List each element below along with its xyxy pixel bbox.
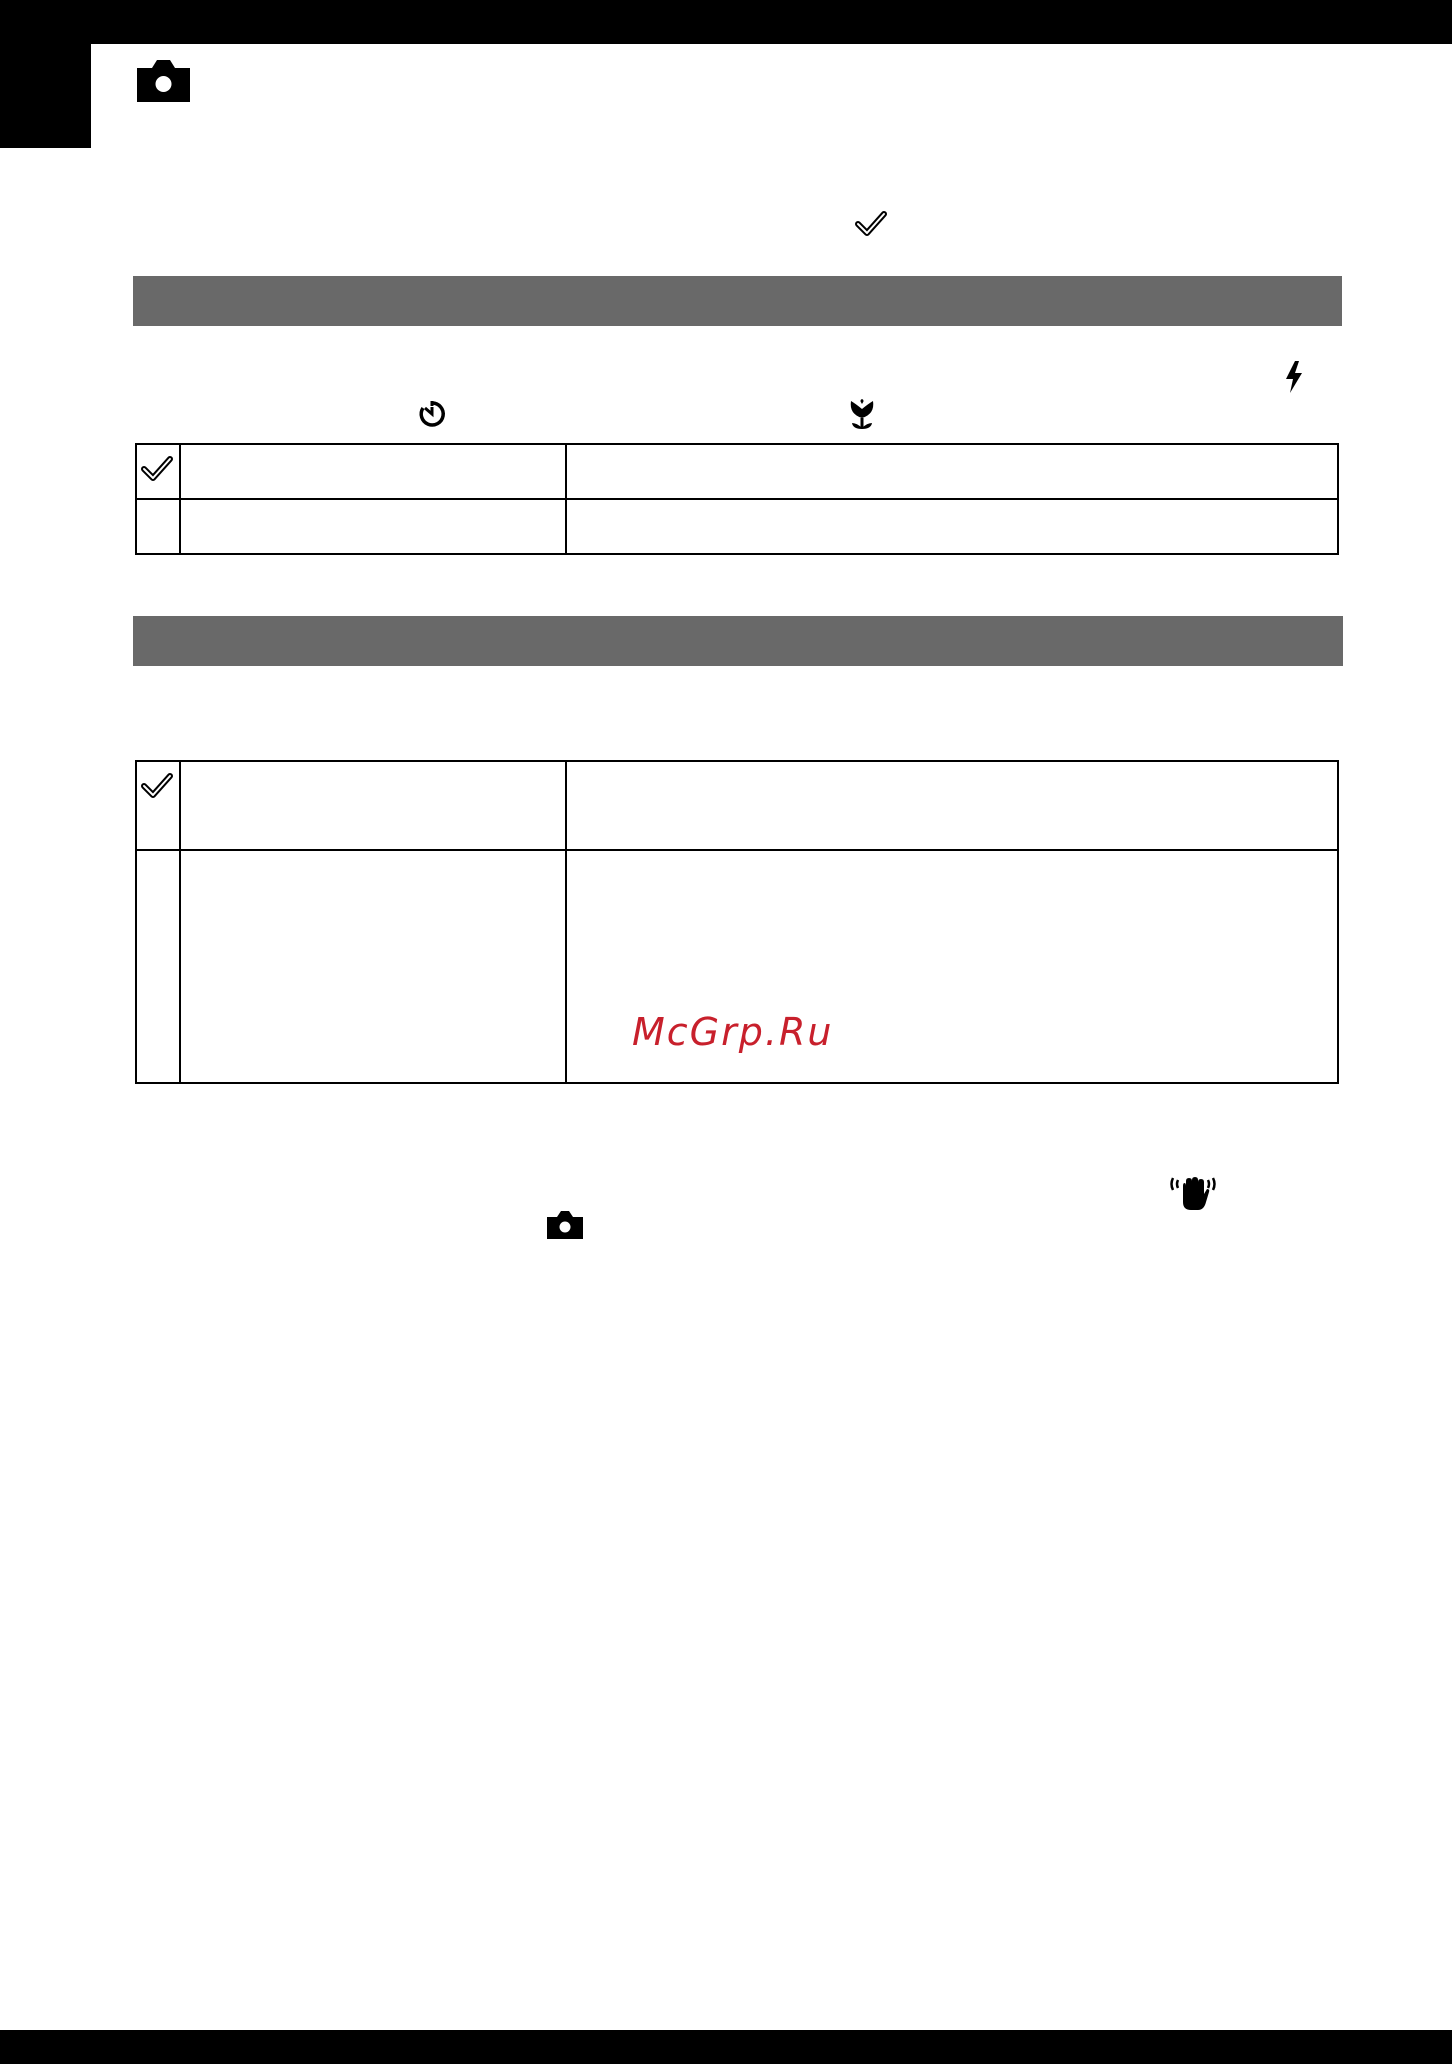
bottom-black-bar: [0, 2030, 1452, 2064]
table-cell: [136, 850, 180, 1083]
table-cell: [566, 444, 1338, 499]
checkmark-icon: [855, 210, 887, 238]
settings-table-1: [135, 443, 1339, 555]
top-black-bar: [0, 0, 1452, 44]
table-cell: [180, 850, 566, 1083]
watermark-text: McGrp.Ru: [632, 1010, 834, 1054]
anti-blur-hand-icon: [1168, 1174, 1218, 1212]
table-row: [136, 761, 1338, 850]
flash-icon: [1284, 360, 1304, 394]
table-cell: [136, 444, 180, 499]
camera-icon: [135, 58, 192, 104]
table-cell: [180, 761, 566, 850]
table-cell: [136, 499, 180, 554]
corner-tab: [0, 0, 91, 148]
table-row: [136, 499, 1338, 554]
table-cell: [180, 499, 566, 554]
macro-icon: [847, 398, 877, 430]
section-header-2: [133, 616, 1343, 666]
section-header-1: [133, 276, 1342, 326]
checkmark-icon: [141, 772, 173, 800]
table-cell: [566, 499, 1338, 554]
self-timer-icon: [417, 399, 447, 429]
table-cell: [180, 444, 566, 499]
camera-icon: [546, 1210, 584, 1240]
table-row: [136, 444, 1338, 499]
table-cell: [136, 761, 180, 850]
table-cell: [566, 761, 1338, 850]
checkmark-icon: [141, 455, 173, 483]
